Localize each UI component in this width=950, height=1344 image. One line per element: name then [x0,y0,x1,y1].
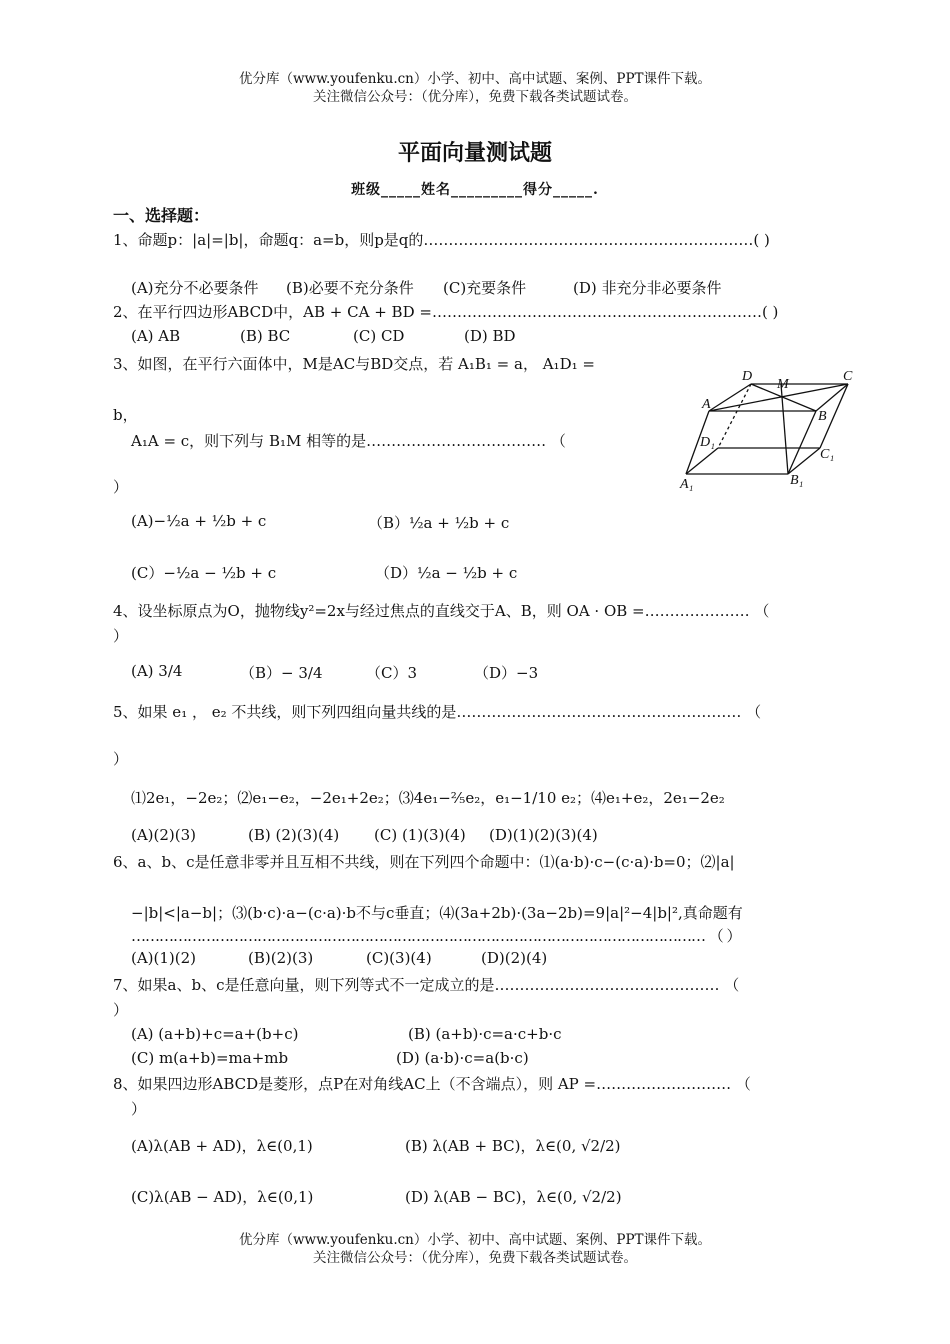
question-3-stem-line-4: ） [113,478,129,496]
q4-option-d: （D）−3 [474,664,539,682]
question-1-stem: 1、命题p：|a|=|b|，命题q：a=b，则p是q的…………………………………………………………( ) [113,231,770,249]
header-line-2: 关注微信公众号：（优分库），免费下载各类试题试卷。 [313,89,637,105]
page-title: 平面向量测试题 [397,140,552,166]
label-C: C [843,369,853,384]
label-D1: D₁ [700,435,715,450]
q1-option-b: (B)必要不充分条件 [286,279,414,297]
question-5-stem-line-1: 5、如果 e₁ ， e₂ 不共线，则下列四组向量共线的是………………………………………………… （ [113,703,762,721]
q8-option-a: (A)λ(AB + AD)，λ∈(0,1) [131,1137,313,1155]
q3-option-a: (A)−½a + ½b + c [131,512,267,530]
question-3-stem-line-1: 3、如图，在平行六面体中，M是AC与BD交点，若 A₁B₁ = a， A₁D₁ = [113,355,595,373]
label-B: B [818,409,827,424]
question-7-stem-line-1: 7、如果a、b、c是任意向量，则下列等式不一定成立的是……………………………………… （ [113,976,740,994]
q7-option-d: (D) (a·b)·c=a(b·c) [396,1049,529,1067]
q2-option-d: (D) BD [464,327,516,345]
q1-option-d: (D) 非充分非必要条件 [573,279,722,297]
q5-option-c: (C) (1)(3)(4) [374,826,466,844]
label-A1: A₁ [680,477,694,491]
student-info-line: 班级_____姓名_________得分_____. [351,182,599,198]
q5-option-b: (B) (2)(3)(4) [248,826,340,844]
q7-option-a: (A) (a+b)+c=a+(b+c) [131,1025,299,1043]
question-3-stem-line-2: b， [113,406,138,424]
question-6-stem-line-2: −|b|<|a−b|；⑶(b·c)·a−(c·a)·b不与c垂直；⑷(3a+2b)·(3a−2b)=9|a|²−4|b|²,真命题有 [131,904,743,922]
question-2-stem: 2、在平行四边形ABCD中，AB + CA + BD =…………………………………………………………( ) [113,303,779,321]
q8-option-b: (B) λ(AB + BC)，λ∈(0, √2/2) [405,1137,621,1155]
question-5-stem-line-2: ） [113,750,129,768]
label-A: A [702,397,711,412]
q5-option-a: (A)(2)(3) [131,826,197,844]
q5-option-d: (D)(1)(2)(3)(4) [489,826,598,844]
question-8-stem-line-2: ） [131,1100,147,1118]
question-4-stem-line-2: ） [113,627,129,645]
q4-option-a: (A) 3/4 [131,662,183,680]
q7-option-c: (C) m(a+b)=ma+mb [131,1049,289,1067]
q8-option-d: (D) λ(AB − BC)，λ∈(0, √2/2) [405,1188,622,1206]
q4-option-b: （B）− 3/4 [240,664,323,682]
question-4-stem-line-1: 4、设坐标原点为O，抛物线y²=2x与经过焦点的直线交于A、B，则 OA · OB =………………… （ [113,602,770,620]
q4-option-c: （C）3 [366,664,418,682]
q2-option-a: (A) AB [131,327,181,345]
header-line-1: 优分库（www.youfenku.cn）小学、初中、高中试题、案例、PPT课件下载。 [238,71,712,87]
q8-option-c: (C)λ(AB − AD)，λ∈(0,1) [131,1188,314,1206]
q1-option-c: (C)充要条件 [443,279,527,297]
footer-line-1: 优分库（www.youfenku.cn）小学、初中、高中试题、案例、PPT课件下载。 [238,1232,712,1248]
q5-vector-groups: ⑴2e₁，−2e₂；⑵e₁−e₂，−2e₁+2e₂；⑶4e₁−⅖e₂，e₁−1/10 e₂；⑷e₁+e₂，2e₁−2e₂ [131,789,725,807]
q1-option-a: (A)充分不必要条件 [131,279,259,297]
q6-option-b: (B)(2)(3) [248,949,314,967]
question-7-stem-line-2: ） [113,1001,129,1019]
q6-option-a: (A)(1)(2) [131,949,197,967]
q3-option-c: (C）−½a − ½b + c [131,564,277,582]
footer-line-2: 关注微信公众号：（优分库），免费下载各类试题试卷。 [313,1250,637,1266]
q7-option-b: (B) (a+b)·c=a·c+b·c [408,1025,562,1043]
question-8-stem-line-1: 8、如果四边形ABCD是菱形，点P在对角线AC上（不含端点），则 AP =……………………… （ [113,1075,751,1093]
q3-option-d: （D）½a − ½b + c [375,564,518,582]
q3-option-b: （B）½a + ½b + c [368,514,510,532]
label-B1: B₁ [790,473,804,488]
parallelepiped-figure [676,366,866,491]
label-D: D [742,369,753,384]
q2-option-b: (B) BC [240,327,291,345]
q6-option-d: (D)(2)(4) [481,949,548,967]
label-M: M [777,377,789,392]
label-C1: C₁ [820,447,835,462]
q6-option-c: (C)(3)(4) [366,949,432,967]
question-6-stem-line-1: 6、a、b、c是任意非零并且互相不共线，则在下列四个命题中：⑴(a·b)·c−(c·a)·b=0；⑵|a| [113,853,735,871]
question-3-stem-line-3: A₁A = c，则下列与 B₁M 相等的是……………………………… （ [131,432,566,450]
q2-option-c: (C) CD [353,327,405,345]
question-6-stem-line-3: …………………………………………………………………………………………………………… （ ） [131,927,741,945]
section-heading: 一、选择题： [113,206,210,225]
